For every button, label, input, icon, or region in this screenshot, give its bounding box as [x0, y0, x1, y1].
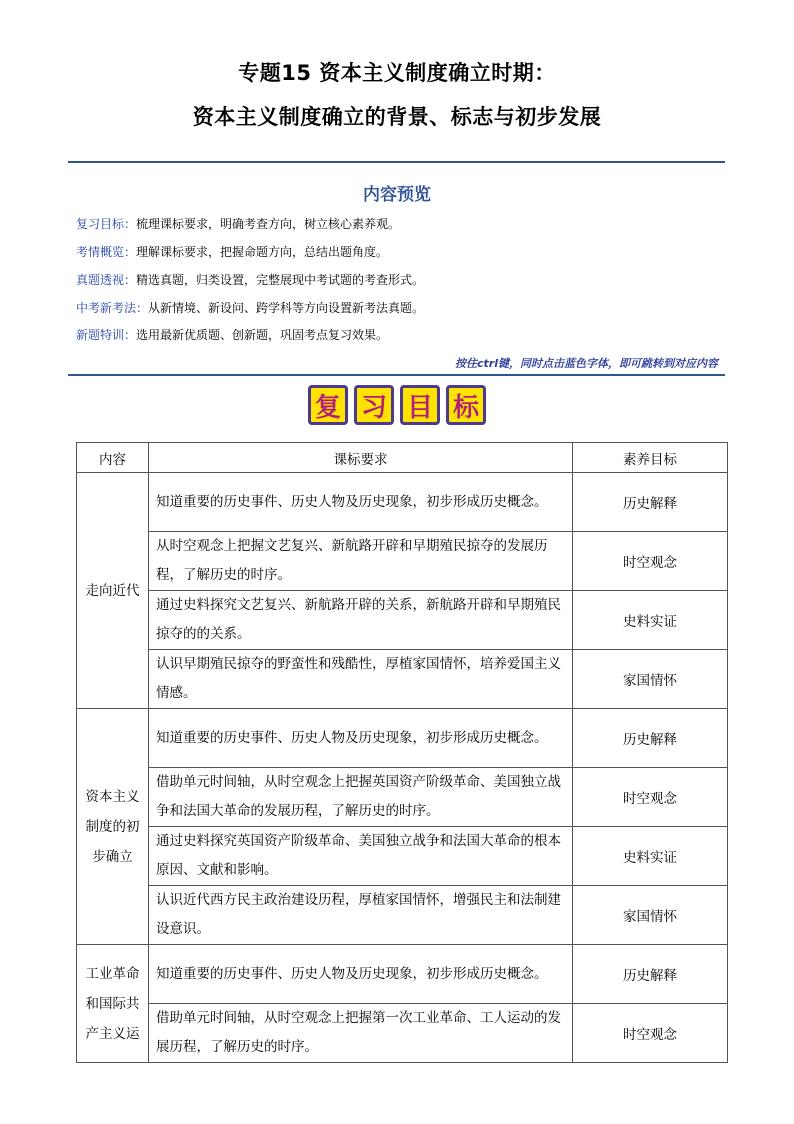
- table-row: [77, 1004, 728, 1063]
- requirement-cell: 借助单元时间轴，从时空观念上把握英国资产阶级革命、美国独立战争和法国大革命的发展历程，了解历史的时序。: [149, 768, 573, 827]
- literacy-cell: 时空观念: [573, 768, 728, 827]
- preview-item-new-training[interactable]: [76, 327, 388, 343]
- badge-char: 目: [400, 385, 440, 425]
- requirement-cell: 知道重要的历史事件、历史人物及历史现象，初步形成历史概念。: [149, 709, 573, 768]
- table-row: [77, 886, 728, 945]
- preview-item-text: 理解课标要求，把握命题方向，总结出题角度。: [136, 245, 389, 259]
- table-header-row: [77, 443, 728, 473]
- divider-top: [68, 161, 725, 163]
- preview-item-label[interactable]: 新题特训：: [76, 328, 137, 342]
- requirement-cell: 从时空观念上把握文艺复兴、新航路开辟和早期殖民掠夺的发展历程，了解历史的时序。: [149, 532, 573, 591]
- preview-item-label[interactable]: 考情概览：: [76, 245, 137, 259]
- preview-item-text: 精选真题，归类设置，完整展现中考试题的考查形式。: [136, 273, 425, 287]
- preview-item-label[interactable]: 中考新考法：: [76, 301, 149, 315]
- document-title-line2: 资本主义制度确立的背景、标志与初步发展: [192, 105, 602, 129]
- preview-item-text: 选用最新优质题、创新题，巩固考点复习效果。: [136, 328, 389, 342]
- table-row: [77, 768, 728, 827]
- review-goals-table: [76, 442, 728, 1063]
- table-row: [77, 532, 728, 591]
- literacy-cell: 时空观念: [573, 532, 728, 591]
- requirement-cell: 知道重要的历史事件、历史人物及历史现象，初步形成历史概念。: [149, 945, 573, 1004]
- preview-item-review-goals[interactable]: [76, 216, 400, 232]
- badge-char: 标: [446, 385, 486, 425]
- badge-char: 习: [354, 385, 394, 425]
- badge-char: 复: [308, 385, 348, 425]
- literacy-cell: 历史解释: [573, 945, 728, 1004]
- preview-item-text: 从新情境、新设问、跨学科等方向设置新考法真题。: [148, 301, 425, 315]
- preview-item-new-methods[interactable]: [76, 300, 424, 316]
- literacy-cell: 历史解释: [573, 473, 728, 532]
- requirement-cell: 认识近代西方民主政治建设历程，厚植家国情怀，增强民主和法制建设意识。: [149, 886, 573, 945]
- preview-title: 内容预览: [363, 185, 431, 205]
- requirement-cell: 借助单元时间轴，从时空观念上把握第一次工业革命、工人运动的发展历程，了解历史的时序。: [149, 1004, 573, 1063]
- category-cell: 走向近代: [77, 473, 149, 709]
- document-title-line1: 专题15 资本主义制度确立时期：: [238, 61, 556, 85]
- literacy-cell: 家国情怀: [573, 886, 728, 945]
- preview-item-text: 梳理课标要求，明确考查方向，树立核心素养观。: [136, 217, 401, 231]
- requirement-cell: 通过史料探究英国资产阶级革命、美国独立战争和法国大革命的根本原因、文献和影响。: [149, 827, 573, 886]
- header-standard-requirement: 课标要求: [149, 443, 573, 473]
- divider-bottom: [68, 374, 725, 376]
- literacy-cell: 时空观念: [573, 1004, 728, 1063]
- table-row: [77, 827, 728, 886]
- table-row: [77, 473, 728, 532]
- literacy-cell: 史料实证: [573, 591, 728, 650]
- requirement-cell: 通过史料探究文艺复兴、新航路开辟的关系，新航路开辟和早期殖民掠夺的的关系。: [149, 591, 573, 650]
- table-row: [77, 591, 728, 650]
- literacy-cell: 史料实证: [573, 827, 728, 886]
- preview-item-exam-overview[interactable]: [76, 244, 388, 260]
- table-row: [77, 945, 728, 1004]
- table-row: [77, 709, 728, 768]
- table-row: [77, 650, 728, 709]
- ctrl-click-hint: 按住ctrl键，同时点击蓝色字体，即可跳转到对应内容: [455, 357, 718, 370]
- category-cell: 资本主义制度的初步确立: [77, 709, 149, 945]
- section-badge-review-goals: [0, 385, 794, 425]
- header-literacy-goal: 素养目标: [573, 443, 728, 473]
- literacy-cell: 历史解释: [573, 709, 728, 768]
- literacy-cell: 家国情怀: [573, 650, 728, 709]
- requirement-cell: 知道重要的历史事件、历史人物及历史现象，初步形成历史概念。: [149, 473, 573, 532]
- preview-item-label[interactable]: 复习目标：: [76, 217, 137, 231]
- preview-item-label[interactable]: 真题透视：: [76, 273, 137, 287]
- header-content: 内容: [77, 443, 149, 473]
- requirement-cell: 认识早期殖民掠夺的野蛮性和残酷性，厚植家国情怀，培养爱国主义情感。: [149, 650, 573, 709]
- category-cell: 工业革命和国际共产主义运: [77, 945, 149, 1063]
- preview-item-real-questions[interactable]: [76, 272, 424, 288]
